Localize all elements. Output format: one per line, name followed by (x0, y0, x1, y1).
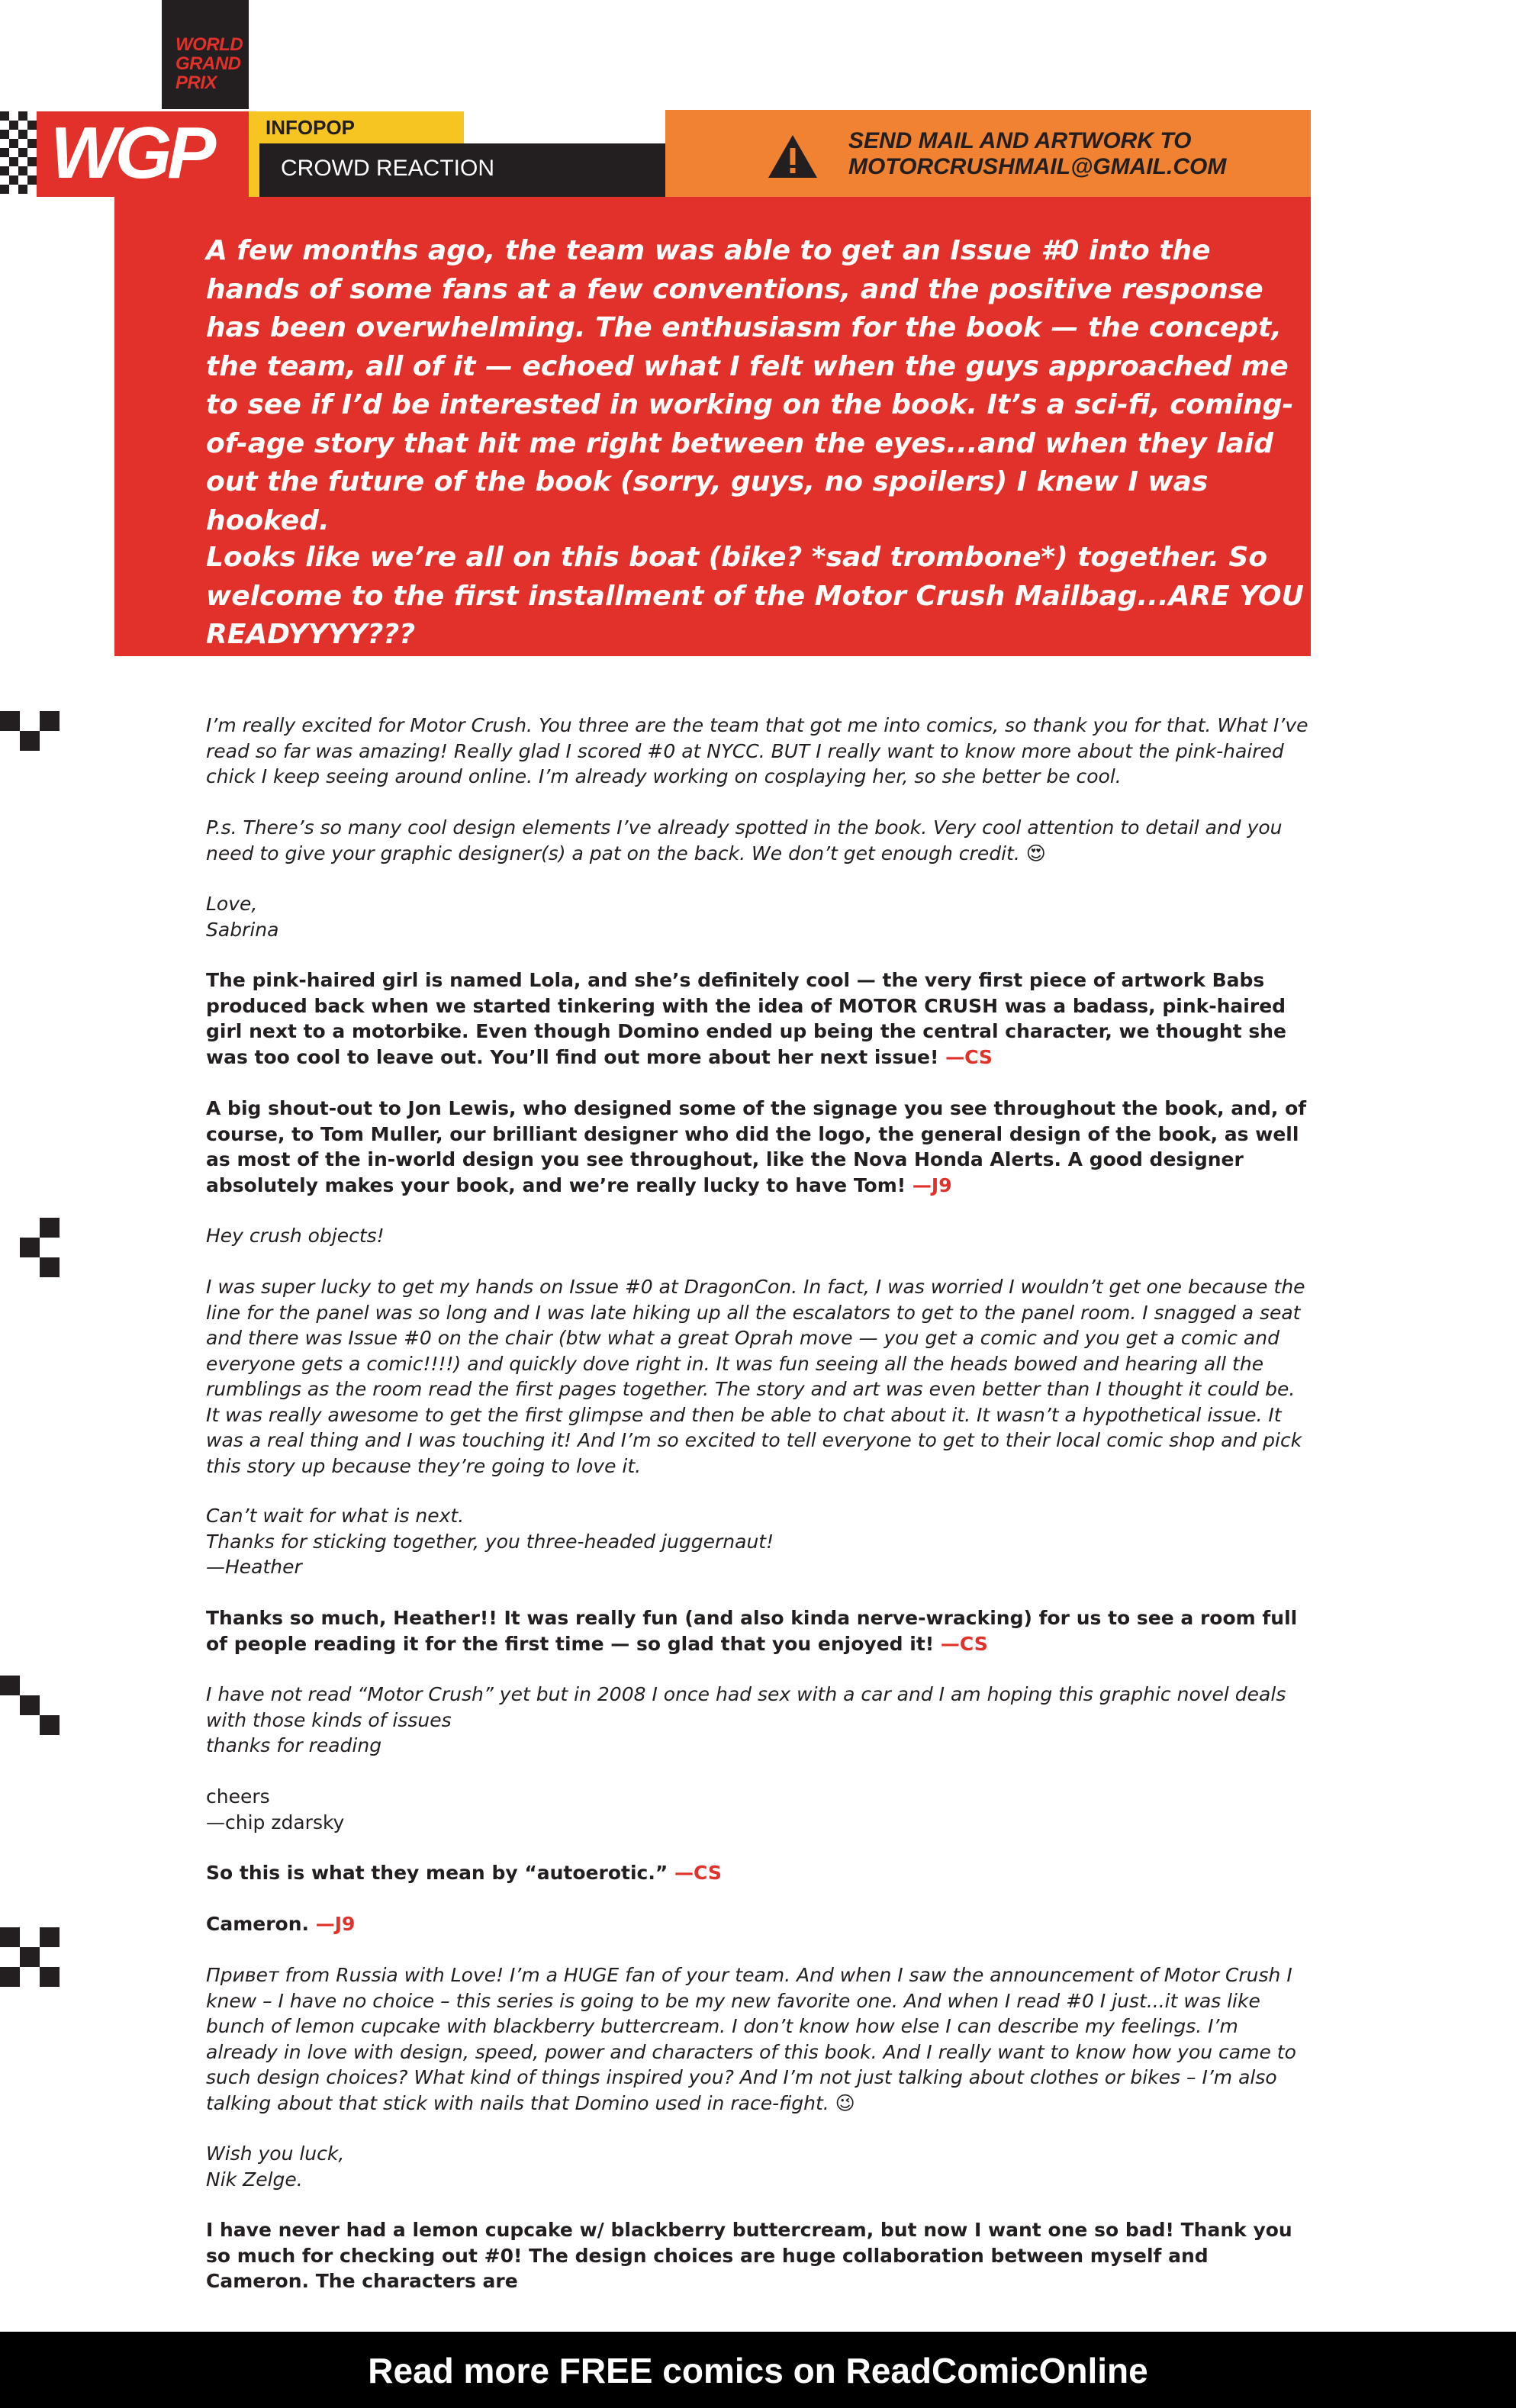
mail-address: MOTORCRUSHMAIL@GMAIL.COM (848, 154, 1227, 179)
brand-line-world: WORLD (175, 34, 243, 55)
checker-block (0, 1927, 20, 1947)
signature-cs: —CS (674, 1862, 722, 1884)
checker-block (0, 1967, 20, 1987)
letter-chip: I have not read “Motor Crush” yet but in 2008 I once had sex with a car and I am hoping this graphic novel deals with those kinds of issues thanks for reading (206, 1683, 1286, 1756)
footer-link[interactable]: Read more FREE comics on ReadComicOnline (368, 2351, 1148, 2390)
wgp-logo-text: WGP (50, 112, 212, 194)
letter-sabrina-signoff: Love, Sabrina (206, 893, 279, 941)
letter-sabrina-ps: P.s. There’s so many cool design elements I’ve already spotted in the book. Very cool attention to detail and you need to give your graphic designer(s) a pat on the back. We don’t get enough credit. 😍 (206, 816, 1283, 864)
wgp-logo (37, 111, 249, 197)
reply-cameron-text: Cameron. (206, 1913, 310, 1935)
reply-designers (206, 1096, 1312, 1198)
checker-block (40, 1927, 60, 1947)
section-title: CROWD REACTION (281, 156, 494, 181)
infopop-label (259, 111, 464, 143)
checker-block (0, 1676, 20, 1695)
checker-block (20, 731, 40, 751)
infopop-text: INFOPOP (266, 116, 356, 139)
reply-designers-text: A big shout-out to Jon Lewis, who designed some of the signage you see throughout the book, and, of course, to Tom Muller, our brilliant designer who did the logo, the general design of the book, as well as most of the in-world design you see throughout, like the Nova Honda Alerts. A good designer absolutely makes your book, and we’re really lucky to have Tom! (206, 1097, 1307, 1196)
intro-box (114, 197, 1311, 656)
checker-flag-icon (0, 111, 37, 197)
checker-block (0, 711, 20, 731)
checker-block (20, 1695, 40, 1715)
signature-j9: —J9 (912, 1173, 952, 1196)
letter-chip-signoff: cheers —chip zdarsky (206, 1785, 345, 1833)
reply-chip-text: So this is what they mean by “autoerotic.” (206, 1862, 668, 1884)
checker-block (40, 1967, 60, 1987)
reply-chip (206, 1860, 1312, 1886)
signature-cs: —CS (940, 1632, 988, 1655)
world-grand-prix-tab (162, 0, 249, 109)
reply-heather (206, 1605, 1312, 1656)
intro-paragraph-2: Looks like we’re all on this boat (bike? *sad trombone*) together. So welcome to the first installment of the Motor Crush Mailbag...ARE YOU READYYYY??? (206, 542, 1304, 650)
yellow-accent-strip (249, 111, 259, 197)
checker-block (40, 1715, 60, 1735)
send-mail-line: SEND MAIL AND ARTWORK TO (848, 128, 1192, 153)
signature-j9: —J9 (315, 1913, 356, 1935)
footer-banner[interactable] (0, 2332, 1516, 2408)
reply-lola-text: The pink-haired girl is named Lola, and she’s definitely cool — the very first piece of artwork Babs produced back when we started tinkering with the idea of MOTOR CRUSH was a badass, pink-haired girl next to a motorbike. Even though Domino ended up being the central character, we thought she was too cool to leave out. You’ll find out more about her next issue! (206, 969, 1286, 1068)
intro-paragraph-1: A few months ago, the team was able to get an Issue #0 into the hands of some fans at a few conventions, and the positive response has been overwhelming. The enthusiasm for the book — the concept, the team, all of it — echoed what I felt when the guys approached me to see if I’d be interested in working on the book. It’s a sci-fi, coming-of-age story that hit me right between the eyes...and when they laid out the future of the book (sorry, guys, no spoilers) I knew I was hooked. (206, 235, 1294, 536)
reply-lola (206, 967, 1312, 1070)
checker-block (40, 1218, 60, 1238)
checker-block (40, 1257, 60, 1277)
brand-line-prix: PRIX (175, 72, 217, 93)
signature-cs: —CS (945, 1045, 993, 1068)
warning-icon (766, 133, 819, 180)
letter-nik: Привет from Russia with Love! I’m a HUGE fan of your team. And when I saw the announcement of Motor Crush I knew – I have no choice – this series is going to be my new favorite one. And when I read #0 I just...it was like bunch of lemon cupcake with blackberry buttercream. I don’t know how else I can describe my feelings. I’m already in love with design, speed, power and characters of this book. And I really want to know how you came to such design choices? What kind of things inspired you? And I’m not just talking about clothes or bikes – I’m also talking about that stick with nails that Domino used in race-fight. 😉 (206, 1964, 1296, 2114)
letter-heather-signoff: Can’t wait for what is next. Thanks for sticking together, you three-headed juggernaut! —Heather (206, 1505, 774, 1578)
send-mail-banner (665, 110, 1311, 197)
checker-block (20, 1238, 40, 1257)
letter-heather: I was super lucky to get my hands on Issue #0 at DragonCon. In fact, I was worried I wouldn’t get one because the line for the panel was so long and I was late hiking up all the escalators to get to the panel room. I snagged a seat and there was Issue #0 on the chair (btw what a great Oprah move — you get a comic and you get a comic and everyone gets a comic!!!!) and quickly dove right in. It was fun seeing all the heads bowed and hearing all the rumblings as the room read the first pages together. The story and art was even better than I thought it could be. It was really awesome to get the first glimpse and then be able to chat about it. It wasn’t a hypothetical issue. It was a real thing and I was touching it! And I’m so excited to tell everyone to get to their local comic shop and pick this story up because they’re going to love it. (206, 1276, 1305, 1477)
reply-heather-text: Thanks so much, Heather!! It was really fun (and also kinda nerve-wracking) for us to see a room full of people reading it for the first time — so glad that you enjoyed it! (206, 1607, 1298, 1655)
reply-cameron (206, 1911, 1312, 1937)
checker-block (40, 711, 60, 731)
letter-nik-signoff: Wish you luck, Nik Zelge. (206, 2142, 345, 2191)
checker-block (20, 1947, 40, 1967)
letter-heather-greeting: Hey crush objects! (206, 1225, 385, 1247)
brand-line-grand: GRAND (175, 53, 241, 74)
reply-nik: I have never had a lemon cupcake w/ blackberry buttercream, but now I want one so bad! Thank you so much for checking out #0! The design choices are huge collaboration between myself and Cameron. The characters are (206, 2219, 1292, 2292)
letter-sabrina: I’m really excited for Motor Crush. You three are the team that got me into comics, so thank you for that. What I’ve read so far was amazing! Really glad I scored #0 at NYCC. BUT I really want to know more about the pink-haired chick I keep seeing around online. I’m already working on cosplaying her, so she better be cool. (206, 714, 1308, 787)
